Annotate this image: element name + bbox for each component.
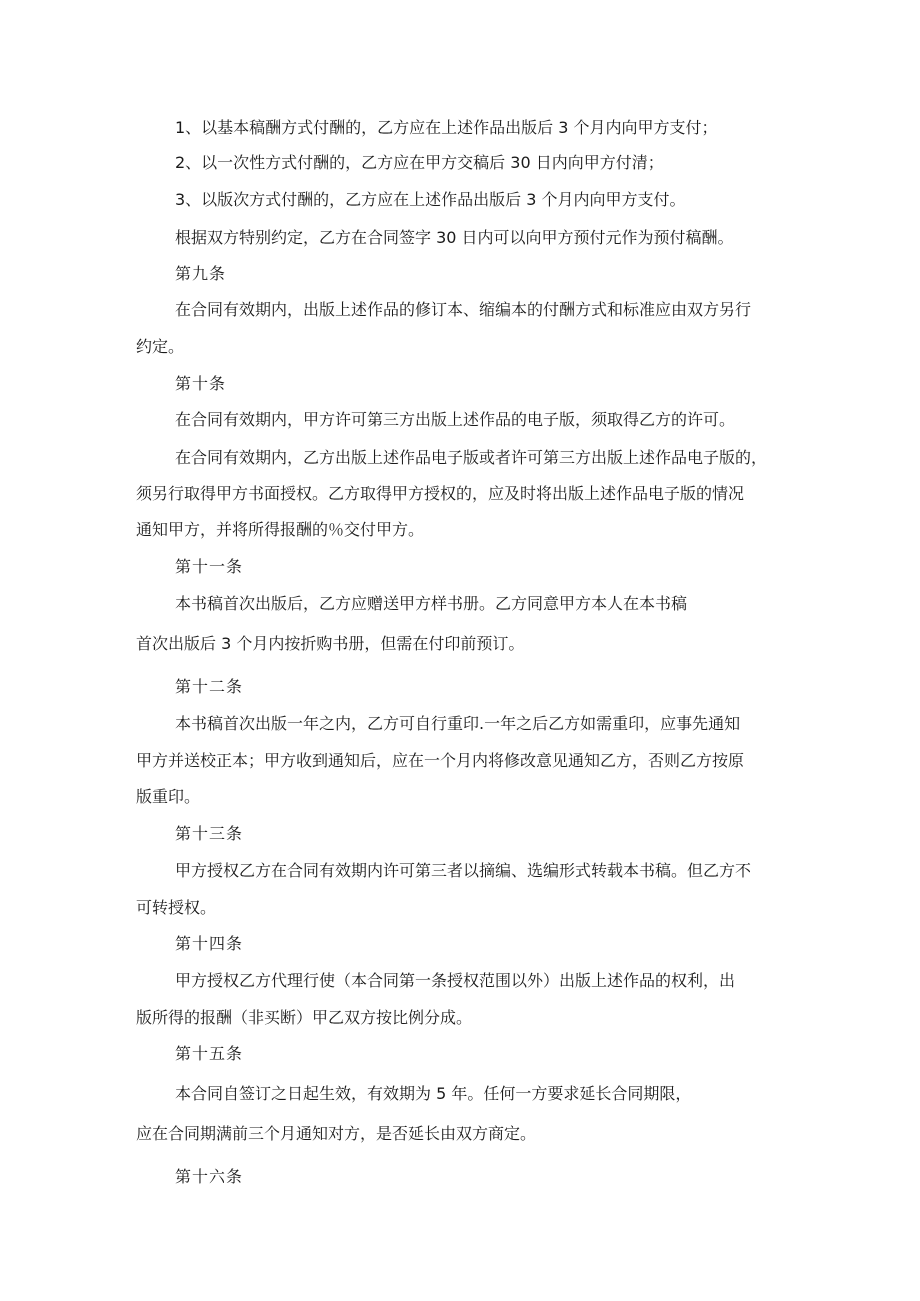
article-13-line-2: 可转授权。 [136, 898, 217, 917]
article-15-heading: 第十五条 [175, 1044, 244, 1063]
article-14-heading: 第十四条 [175, 934, 244, 953]
payment-term-1: 1、以基本稿酬方式付酬的，乙方应在上述作品出版后 3 个月内向甲方支付； [175, 118, 718, 137]
payment-term-3: 3、以版次方式付酬的，乙方应在上述作品出版后 3 个月内向甲方支付。 [175, 190, 686, 209]
article-11-line-2: 首次出版后 3 个月内按折购书册，但需在付印前预订。 [136, 634, 525, 653]
article-10-heading: 第十条 [175, 374, 227, 393]
article-13-line-1: 甲方授权乙方在合同有效期内许可第三者以摘编、选编形式转载本书稿。但乙方不 [175, 861, 752, 880]
article-10-line-3: 须另行取得甲方书面授权。乙方取得甲方授权的，应及时将出版上述作品电子版的情况 [136, 484, 745, 503]
article-12-line-2: 甲方并送校正本；甲方收到通知后，应在一个月内将修改意见通知乙方，否则乙方按原 [136, 751, 745, 770]
article-15-line-1: 本合同自签订之日起生效，有效期为 5 年。任何一方要求延长合同期限， [175, 1084, 692, 1103]
article-9-line-2: 约定。 [136, 337, 185, 356]
article-14-line-2: 版所得的报酬（非买断）甲乙双方按比例分成。 [136, 1008, 473, 1027]
article-10-line-1: 在合同有效期内，甲方许可第三方出版上述作品的电子版，须取得乙方的许可。 [175, 410, 736, 429]
article-12-heading: 第十二条 [175, 677, 244, 696]
article-14-line-1: 甲方授权乙方代理行使（本合同第一条授权范围以外）出版上述作品的权利，出 [175, 971, 736, 990]
advance-payment-clause: 根据双方特别约定，乙方在合同签字 30 日内可以向甲方预付元作为预付稿酬。 [175, 228, 734, 247]
article-12-line-1: 本书稿首次出版一年之内，乙方可自行重印.一年之后乙方如需重印，应事先通知 [175, 714, 741, 733]
article-13-heading: 第十三条 [175, 824, 244, 843]
article-9-line-1: 在合同有效期内，出版上述作品的修订本、缩编本的付酬方式和标准应由双方另行 [175, 300, 752, 319]
article-11-line-1: 本书稿首次出版后，乙方应赠送甲方样书册。乙方同意甲方本人在本书稿 [175, 594, 688, 613]
article-12-line-3: 版重印。 [136, 787, 201, 806]
article-10-line-2: 在合同有效期内，乙方出版上述作品电子版或者许可第三方出版上述作品电子版的， [175, 448, 768, 467]
payment-term-2: 2、以一次性方式付酬的，乙方应在甲方交稿后 30 日内向甲方付清； [175, 153, 664, 172]
article-10-line-4: 通知甲方，并将所得报酬的％交付甲方。 [136, 520, 425, 539]
article-11-heading: 第十一条 [175, 557, 244, 576]
article-9-heading: 第九条 [175, 264, 227, 283]
article-16-heading: 第十六条 [175, 1167, 244, 1186]
article-15-line-2: 应在合同期满前三个月通知对方，是否延长由双方商定。 [136, 1124, 537, 1143]
